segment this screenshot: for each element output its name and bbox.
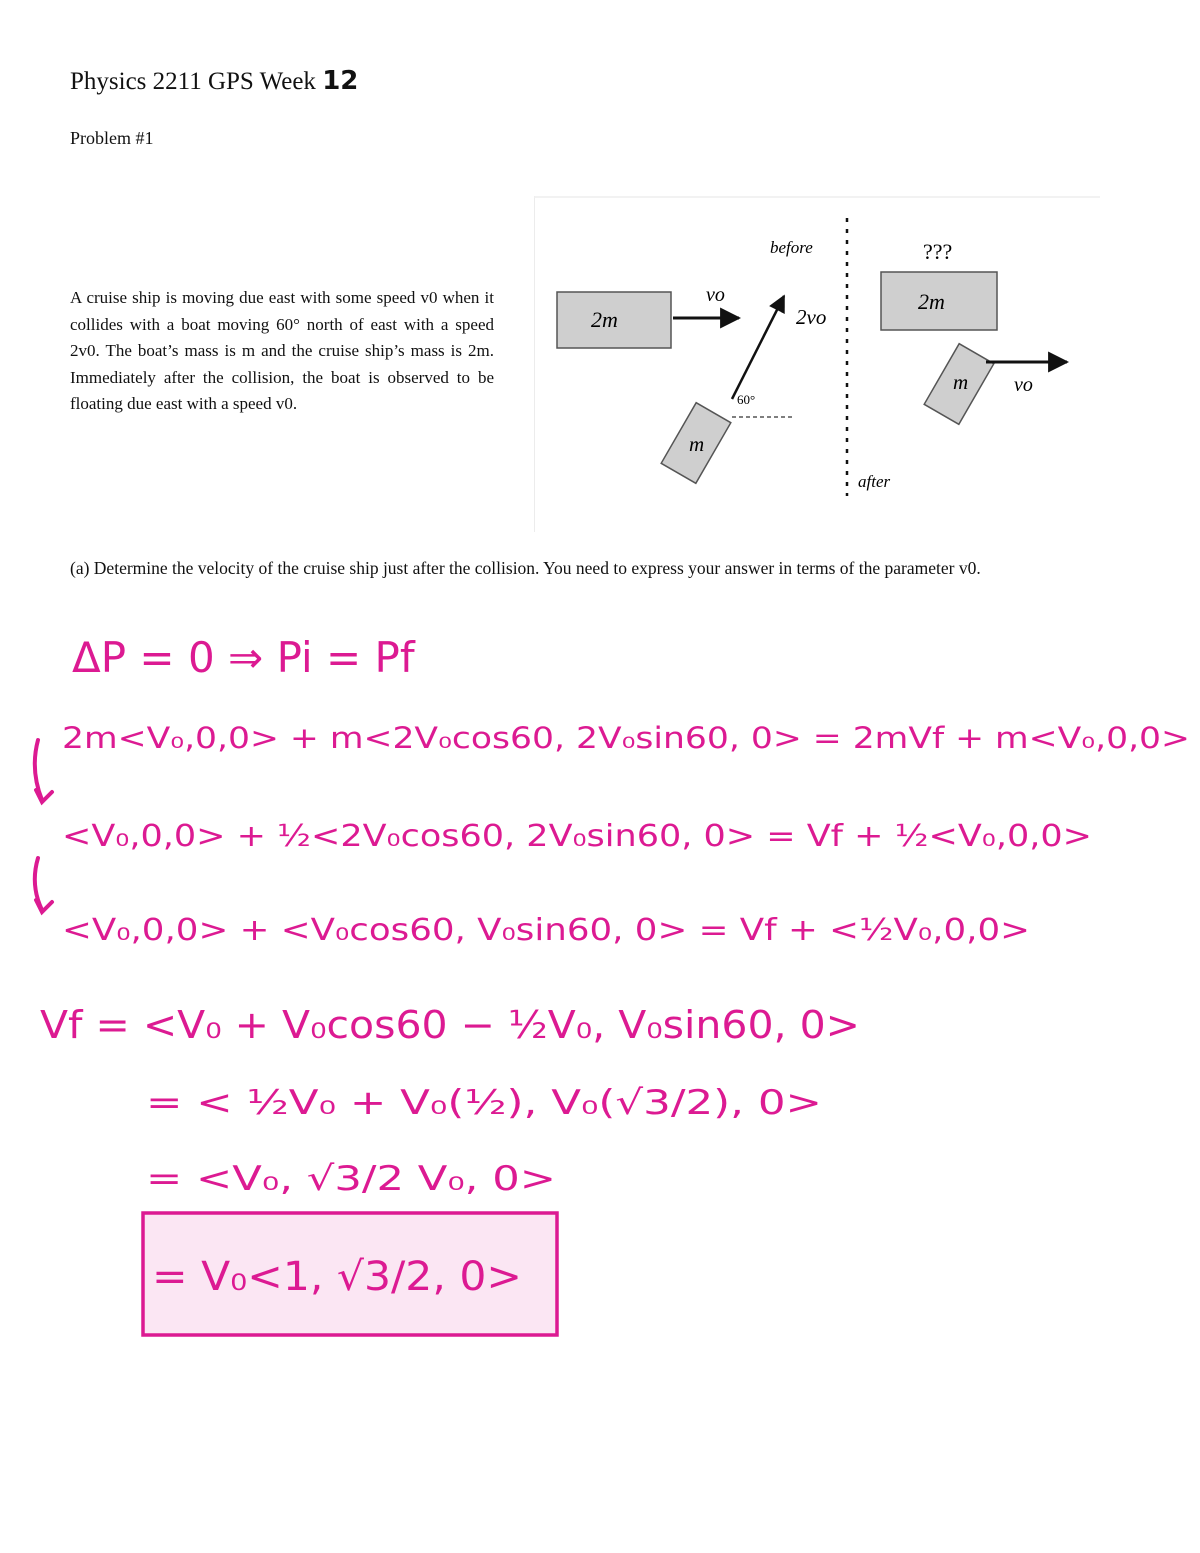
problem-heading: Problem #1 xyxy=(70,128,154,148)
title-text: Physics 2211 GPS Week xyxy=(70,68,316,95)
week-number: 12 xyxy=(322,66,359,96)
after-label: after xyxy=(858,472,891,491)
boat-mass-label: m xyxy=(689,432,705,456)
ship-velocity-label: vo xyxy=(706,284,725,306)
continuation-arrow-2 xyxy=(35,858,52,912)
handwritten-solution xyxy=(0,620,1200,1360)
hw-line-2: 2m<V₀,0,0> + m<2V₀cos60, 2V₀sin60, 0> = 2mVf + m<V₀,0,0> xyxy=(62,721,1190,755)
final-answer: = V₀<1, √3/2, 0> xyxy=(152,1254,522,1300)
problem-statement: A cruise ship is moving due east with some speed v0 when it collides with a boat moving 60° north of east with a speed 2v0. The boat’s mass is m and the cruise ship’s mass is 2m. Immediately after the collision, the boat is observed to be floating due east with a speed v0. xyxy=(70,288,494,413)
boat-velocity-arrow xyxy=(732,296,784,399)
hw-line-5: Vf = <V₀ + V₀cos60 − ½V₀, V₀sin60, 0> xyxy=(40,1003,860,1047)
continuation-arrow-1 xyxy=(35,740,52,802)
angle-label: 60° xyxy=(737,392,756,407)
ship-mass-label: 2m xyxy=(591,307,618,332)
boat-after-velocity-label: vo xyxy=(1014,374,1033,396)
hw-line-1: ΔP = 0 ⇒ Pi = Pf xyxy=(72,633,415,682)
page-title xyxy=(70,66,358,96)
hw-line-3: <V₀,0,0> + ½<2V₀cos60, 2V₀sin60, 0> = Vf + ½<V₀,0,0> xyxy=(62,819,1092,854)
hw-line-6: = < ½V₀ + V₀(½), V₀(√3/2), 0> xyxy=(146,1083,822,1123)
boat-mass-label-after: m xyxy=(953,370,969,394)
ship-mass-label-after: 2m xyxy=(918,289,945,314)
hw-line-7: = <V₀, √3/2 V₀, 0> xyxy=(146,1159,556,1199)
part-a-question: (a) Determine the velocity of the cruise ship just after the collision. You need to express your answer in terms of the parameter v0. xyxy=(70,558,981,578)
collision-figure xyxy=(534,196,1100,532)
boat-velocity-label: 2vo xyxy=(796,305,827,329)
hw-line-4: <V₀,0,0> + <V₀cos60, V₀sin60, 0> = Vf + <½V₀,0,0> xyxy=(62,913,1030,948)
before-label: before xyxy=(770,238,813,257)
unknown-velocity-label: ??? xyxy=(923,239,953,264)
